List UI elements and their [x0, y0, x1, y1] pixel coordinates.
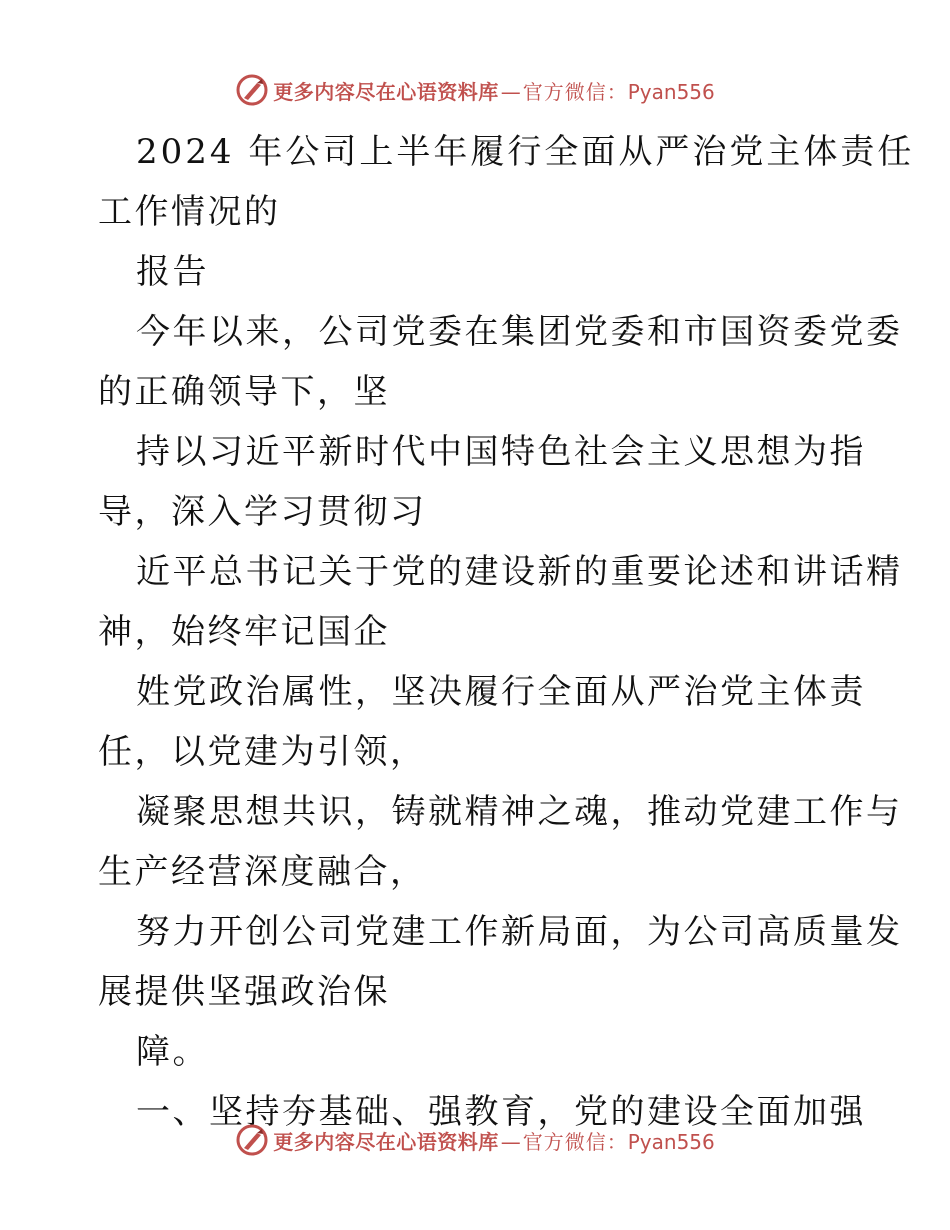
doc-text-line: 的正确领导下，坚	[98, 372, 390, 412]
doc-text-line: 障。	[136, 1032, 209, 1072]
doc-text-line: 导，深入学习贯彻习	[98, 492, 427, 532]
watermark-separator: —	[500, 79, 521, 104]
watermark-text	[273, 76, 715, 105]
doc-title-line-1: 2024 年公司上半年履行全面从严治党主体责任	[136, 132, 915, 172]
section-heading: 一、坚持夯基础、强教育，党的建设全面加强	[136, 1092, 866, 1132]
footer-watermark	[0, 1120, 950, 1160]
doc-text-line: 近平总书记关于党的建设新的重要论述和讲话精	[136, 552, 903, 592]
doc-text-line: 展提供坚强政治保	[98, 972, 390, 1012]
document-body	[98, 122, 915, 1142]
watermark-text	[273, 1126, 715, 1155]
watermark-wechat-id: Pyan556	[627, 79, 715, 104]
watermark-brand: 更多内容尽在心语资料库	[273, 79, 499, 104]
quill-pen-icon	[235, 1123, 269, 1157]
watermark-wechat-id: Pyan556	[627, 1129, 715, 1154]
quill-pen-icon	[235, 73, 269, 107]
header-watermark	[0, 70, 950, 110]
doc-text-line: 生产经营深度融合，	[98, 852, 427, 892]
doc-text-line: 努力开创公司党建工作新局面，为公司高质量发	[136, 912, 903, 952]
doc-title-line-2: 工作情况的	[98, 192, 281, 232]
watermark-separator: —	[500, 1129, 521, 1154]
doc-text-line: 持以习近平新时代中国特色社会主义思想为指	[136, 432, 866, 472]
watermark-brand: 更多内容尽在心语资料库	[273, 1129, 499, 1154]
doc-text-line: 凝聚思想共识，铸就精神之魂，推动党建工作与	[136, 792, 903, 832]
watermark-wechat-label: 官方微信：	[522, 1129, 628, 1154]
watermark-wechat-label: 官方微信：	[522, 79, 628, 104]
doc-text-line: 姓党政治属性，坚决履行全面从严治党主体责	[136, 672, 866, 712]
doc-text-line: 任，以党建为引领，	[98, 732, 427, 772]
doc-text-line: 今年以来，公司党委在集团党委和市国资委党委	[136, 312, 903, 352]
doc-text-line: 神，始终牢记国企	[98, 612, 390, 652]
doc-title-line-3: 报告	[136, 252, 209, 292]
